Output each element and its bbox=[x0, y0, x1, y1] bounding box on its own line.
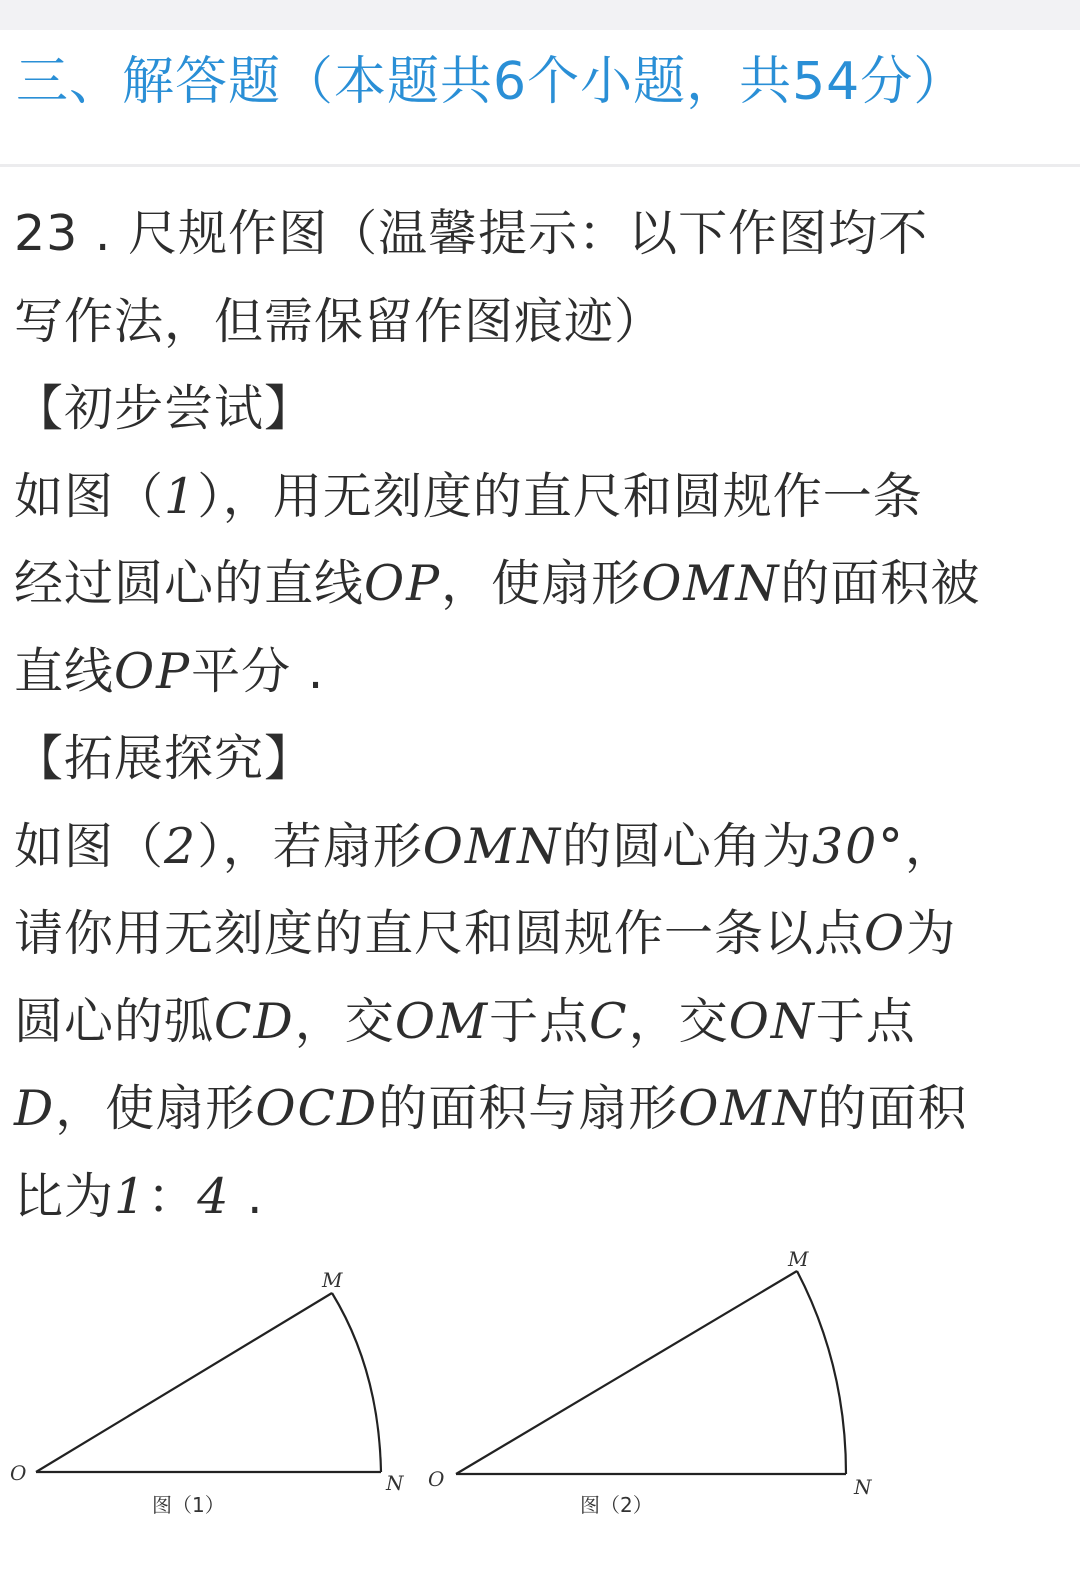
question-text-segment: . 尺规作图（温馨提示：以下作图均不 bbox=[78, 205, 929, 262]
question-text-segment: 圆心的弧 bbox=[14, 992, 215, 1050]
question-line bbox=[14, 278, 1064, 366]
question-text-segment: ），用无刻度的直尺和圆规作一条 bbox=[197, 467, 923, 525]
question-text-segment: 于点 bbox=[815, 992, 916, 1050]
question-line bbox=[14, 1153, 1064, 1241]
question-text-segment: 请你用无刻度的直尺和圆规作一条以点 bbox=[14, 905, 865, 962]
math-expression: OMN bbox=[422, 817, 562, 875]
question-text-segment: 写作法，但需保留作图痕迹） bbox=[14, 292, 665, 350]
question-text-segment: ： bbox=[147, 1167, 198, 1225]
question-text-segment: ， bbox=[904, 817, 955, 875]
math-expression: 4 bbox=[197, 1167, 231, 1225]
question-text-segment: 为 bbox=[906, 905, 957, 962]
figure-2-label-n: N bbox=[854, 1475, 872, 1499]
math-expression: OM bbox=[394, 992, 490, 1050]
question-text-segment: 的面积 bbox=[817, 1080, 968, 1137]
figure-2-caption: 图（2） bbox=[580, 1493, 653, 1517]
question-text-segment: ），若扇形 bbox=[197, 817, 423, 875]
math-expression: OMN bbox=[641, 555, 781, 612]
question-text-segment: 的面积被 bbox=[780, 555, 981, 612]
question-line bbox=[14, 1065, 1064, 1153]
math-expression: OP bbox=[114, 642, 192, 700]
question-line bbox=[14, 890, 1064, 978]
question-text-segment: ，交 bbox=[294, 992, 395, 1050]
figures-svg bbox=[0, 1240, 1080, 1580]
math-expression: OMN bbox=[678, 1080, 818, 1137]
question-line bbox=[14, 190, 1064, 278]
question-line bbox=[14, 715, 1064, 803]
question-line bbox=[14, 803, 1064, 891]
math-expression: CD bbox=[214, 992, 295, 1050]
math-expression: 1 bbox=[114, 1167, 148, 1225]
math-expression: ON bbox=[728, 992, 816, 1050]
question-text-segment: 【拓展探究】 bbox=[14, 730, 315, 787]
figure-1-label-n: N bbox=[386, 1471, 404, 1495]
question-text-segment: 如图（ bbox=[14, 817, 165, 875]
figure-2-radius-om bbox=[456, 1271, 797, 1474]
math-expression: OCD bbox=[255, 1080, 379, 1137]
figure-1 bbox=[10, 1268, 405, 1517]
question-text-segment: 于点 bbox=[489, 992, 590, 1050]
section-header bbox=[0, 30, 1080, 167]
figure-2 bbox=[428, 1247, 873, 1517]
question-text-segment: 【初步尝试】 bbox=[14, 380, 315, 437]
math-expression: 30° bbox=[811, 817, 905, 875]
question-line bbox=[14, 365, 1064, 453]
math-expression: 2 bbox=[164, 817, 198, 875]
figure-2-label-o: O bbox=[428, 1467, 445, 1491]
question-text-segment: 如图（ bbox=[14, 467, 165, 525]
figure-2-label-m: M bbox=[788, 1247, 809, 1271]
question-text-segment: 比为 bbox=[14, 1167, 115, 1225]
question-text-segment: 的面积与扇形 bbox=[378, 1080, 679, 1137]
question-text-segment: ，使扇形 bbox=[55, 1080, 256, 1137]
question-line bbox=[14, 978, 1064, 1066]
math-expression: O bbox=[864, 905, 907, 962]
figures-area bbox=[0, 1240, 1080, 1580]
math-expression: 1 bbox=[164, 467, 198, 525]
top-strip bbox=[0, 0, 1080, 30]
figure-1-label-o: O bbox=[10, 1461, 27, 1485]
figure-1-label-m: M bbox=[322, 1268, 343, 1292]
question-text-segment: . bbox=[230, 1167, 264, 1225]
question-text bbox=[14, 190, 1064, 1240]
figure-2-arc-mn bbox=[797, 1271, 846, 1474]
question-line bbox=[14, 628, 1064, 716]
question-text-segment: ，交 bbox=[628, 992, 729, 1050]
question-text-segment: 经过圆心的直线 bbox=[14, 555, 365, 612]
question-text-segment: 的圆心角为 bbox=[561, 817, 812, 875]
question-line bbox=[14, 540, 1064, 628]
math-expression: D bbox=[14, 1080, 56, 1137]
section-title: 三、解答题（本题共6个小题，共54分） bbox=[16, 52, 967, 112]
question-text-segment: ，使扇形 bbox=[441, 555, 642, 612]
question-text-segment: 直线 bbox=[14, 642, 115, 700]
question-line bbox=[14, 453, 1064, 541]
figure-1-caption: 图（1） bbox=[152, 1493, 225, 1517]
figure-1-arc-mn bbox=[332, 1293, 381, 1472]
figure-1-radius-om bbox=[36, 1293, 332, 1472]
question-text-segment: 平分 . bbox=[191, 642, 325, 700]
question-text-segment: 23 bbox=[14, 205, 79, 262]
math-expression: OP bbox=[364, 555, 442, 612]
math-expression: C bbox=[589, 992, 629, 1050]
